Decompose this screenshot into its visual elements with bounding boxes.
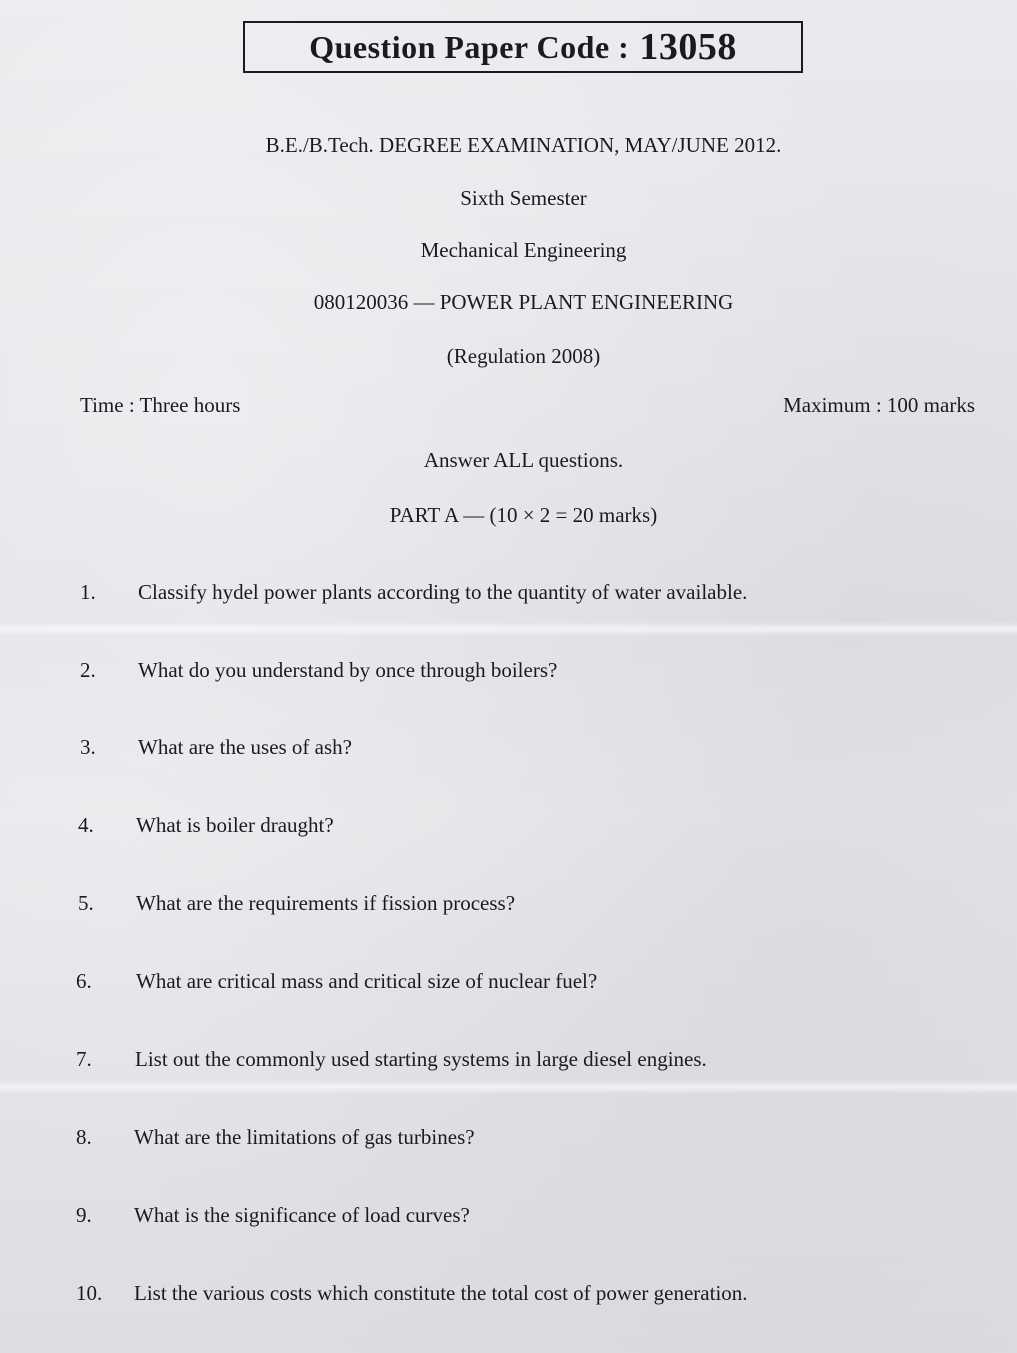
- regulation: (Regulation 2008): [446, 344, 601, 368]
- question-text: What are critical mass and critical size of nuclear fuel?: [136, 969, 598, 993]
- question-text: What is the significance of load curves?: [134, 1203, 470, 1227]
- question-item: [76, 1045, 976, 1075]
- question-number: 1.: [80, 580, 96, 604]
- question-item: [76, 1123, 976, 1153]
- department: Mechanical Engineering: [420, 238, 627, 262]
- maximum-marks: Maximum : 100 marks: [783, 393, 975, 417]
- question-number: 2.: [80, 658, 96, 682]
- question-number: 3.: [80, 735, 96, 759]
- question-number: 8.: [76, 1125, 92, 1149]
- question-number: 9.: [76, 1203, 92, 1227]
- question-text: What are the uses of ash?: [138, 735, 352, 759]
- instruction: Answer ALL questions.: [423, 448, 624, 472]
- question-item: [76, 656, 976, 686]
- part-heading: PART A — (10 × 2 = 20 marks): [389, 503, 658, 527]
- question-number: 7.: [76, 1047, 92, 1071]
- semester: Sixth Semester: [460, 186, 587, 210]
- paper-crease: [0, 1080, 1017, 1094]
- question-text: Classify hydel power plants according to the quantity of water available.: [138, 580, 748, 604]
- subject-title: 080120036 — POWER PLANT ENGINEERING: [313, 290, 734, 314]
- question-number: 5.: [78, 891, 94, 915]
- question-text: List the various costs which constitute the total cost of power generation.: [134, 1281, 748, 1305]
- question-item: [76, 889, 976, 919]
- paper-crease: [0, 622, 1017, 636]
- question-number: 10.: [76, 1281, 103, 1305]
- question-paper-code-box: [243, 21, 803, 73]
- question-number: 6.: [76, 969, 92, 993]
- question-text: List out the commonly used starting systems in large diesel engines.: [135, 1047, 707, 1071]
- question-item: [76, 1201, 976, 1231]
- question-text: What are the limitations of gas turbines?: [134, 1125, 475, 1149]
- time-allowed: Time : Three hours: [80, 393, 241, 417]
- time-marks-row: [80, 392, 975, 420]
- question-text: What is boiler draught?: [136, 813, 334, 837]
- question-item: [76, 811, 976, 841]
- question-text: What do you understand by once through boilers?: [138, 658, 558, 682]
- question-item: [76, 967, 976, 997]
- question-paper-code-number: 13058: [639, 26, 737, 68]
- question-item: [76, 733, 976, 763]
- question-number: 4.: [78, 813, 94, 837]
- question-paper-code-label: Question Paper Code :: [309, 28, 630, 65]
- question-item: [76, 1279, 976, 1309]
- question-text: What are the requirements if fission process?: [136, 891, 516, 915]
- degree-title: B.E./B.Tech. DEGREE EXAMINATION, MAY/JUNE 2012.: [265, 133, 782, 157]
- question-item: [76, 578, 976, 608]
